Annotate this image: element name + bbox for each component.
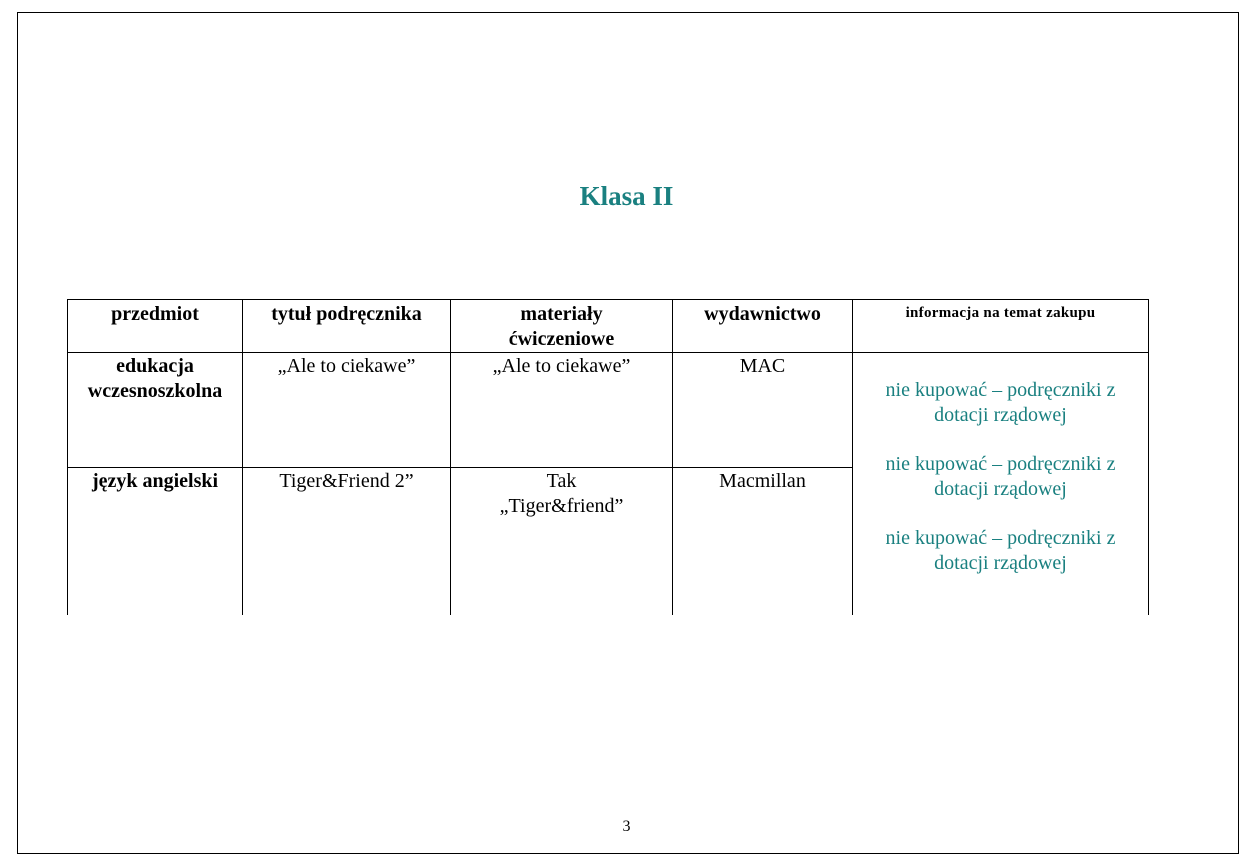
textbook-table-container bbox=[67, 299, 1149, 615]
header-subject: przedmiot bbox=[68, 300, 243, 353]
header-exercise-materials bbox=[451, 300, 673, 353]
purchase-info-item bbox=[853, 452, 1148, 502]
row-2-publisher: Macmillan bbox=[673, 468, 853, 615]
row-2-exercise-materials-line1: Tak bbox=[546, 470, 577, 492]
page-number: 3 bbox=[622, 818, 631, 835]
purchase-info-text-3: nie kupować – podręczniki z dotacji rządowej bbox=[885, 527, 1116, 574]
purchase-info-item bbox=[853, 526, 1148, 576]
table-header-row bbox=[68, 300, 1149, 353]
page-title: Klasa II bbox=[579, 181, 674, 211]
row-1-subject bbox=[68, 353, 243, 468]
row-2-subject: język angielski bbox=[68, 468, 243, 615]
row-2-exercise-materials bbox=[451, 468, 673, 615]
row-1-publisher: MAC bbox=[673, 353, 853, 468]
header-publisher: wydawnictwo bbox=[673, 300, 853, 353]
row-1-subject-text: edukacja wczesnoszkolna bbox=[87, 355, 223, 402]
row-1-textbook: „Ale to ciekawe” bbox=[243, 353, 451, 468]
row-2-exercise-materials-line2: „Tiger&friend” bbox=[499, 495, 624, 517]
header-purchase-info: informacja na temat zakupu bbox=[853, 300, 1149, 353]
table-row bbox=[68, 353, 1149, 468]
purchase-info-cell bbox=[853, 353, 1149, 615]
purchase-info-text-1: nie kupować – podręczniki z dotacji rządowej bbox=[885, 379, 1116, 426]
purchase-info-text-2: nie kupować – podręczniki z dotacji rządowej bbox=[885, 453, 1116, 500]
header-exercise-materials-text: materiały ćwiczeniowe bbox=[508, 303, 615, 350]
textbook-table bbox=[67, 299, 1149, 615]
purchase-info-item bbox=[853, 378, 1148, 428]
header-textbook-title: tytuł podręcznika bbox=[243, 300, 451, 353]
row-1-exercise-materials: „Ale to ciekawe” bbox=[451, 353, 673, 468]
row-2-textbook: Tiger&Friend 2” bbox=[243, 468, 451, 615]
